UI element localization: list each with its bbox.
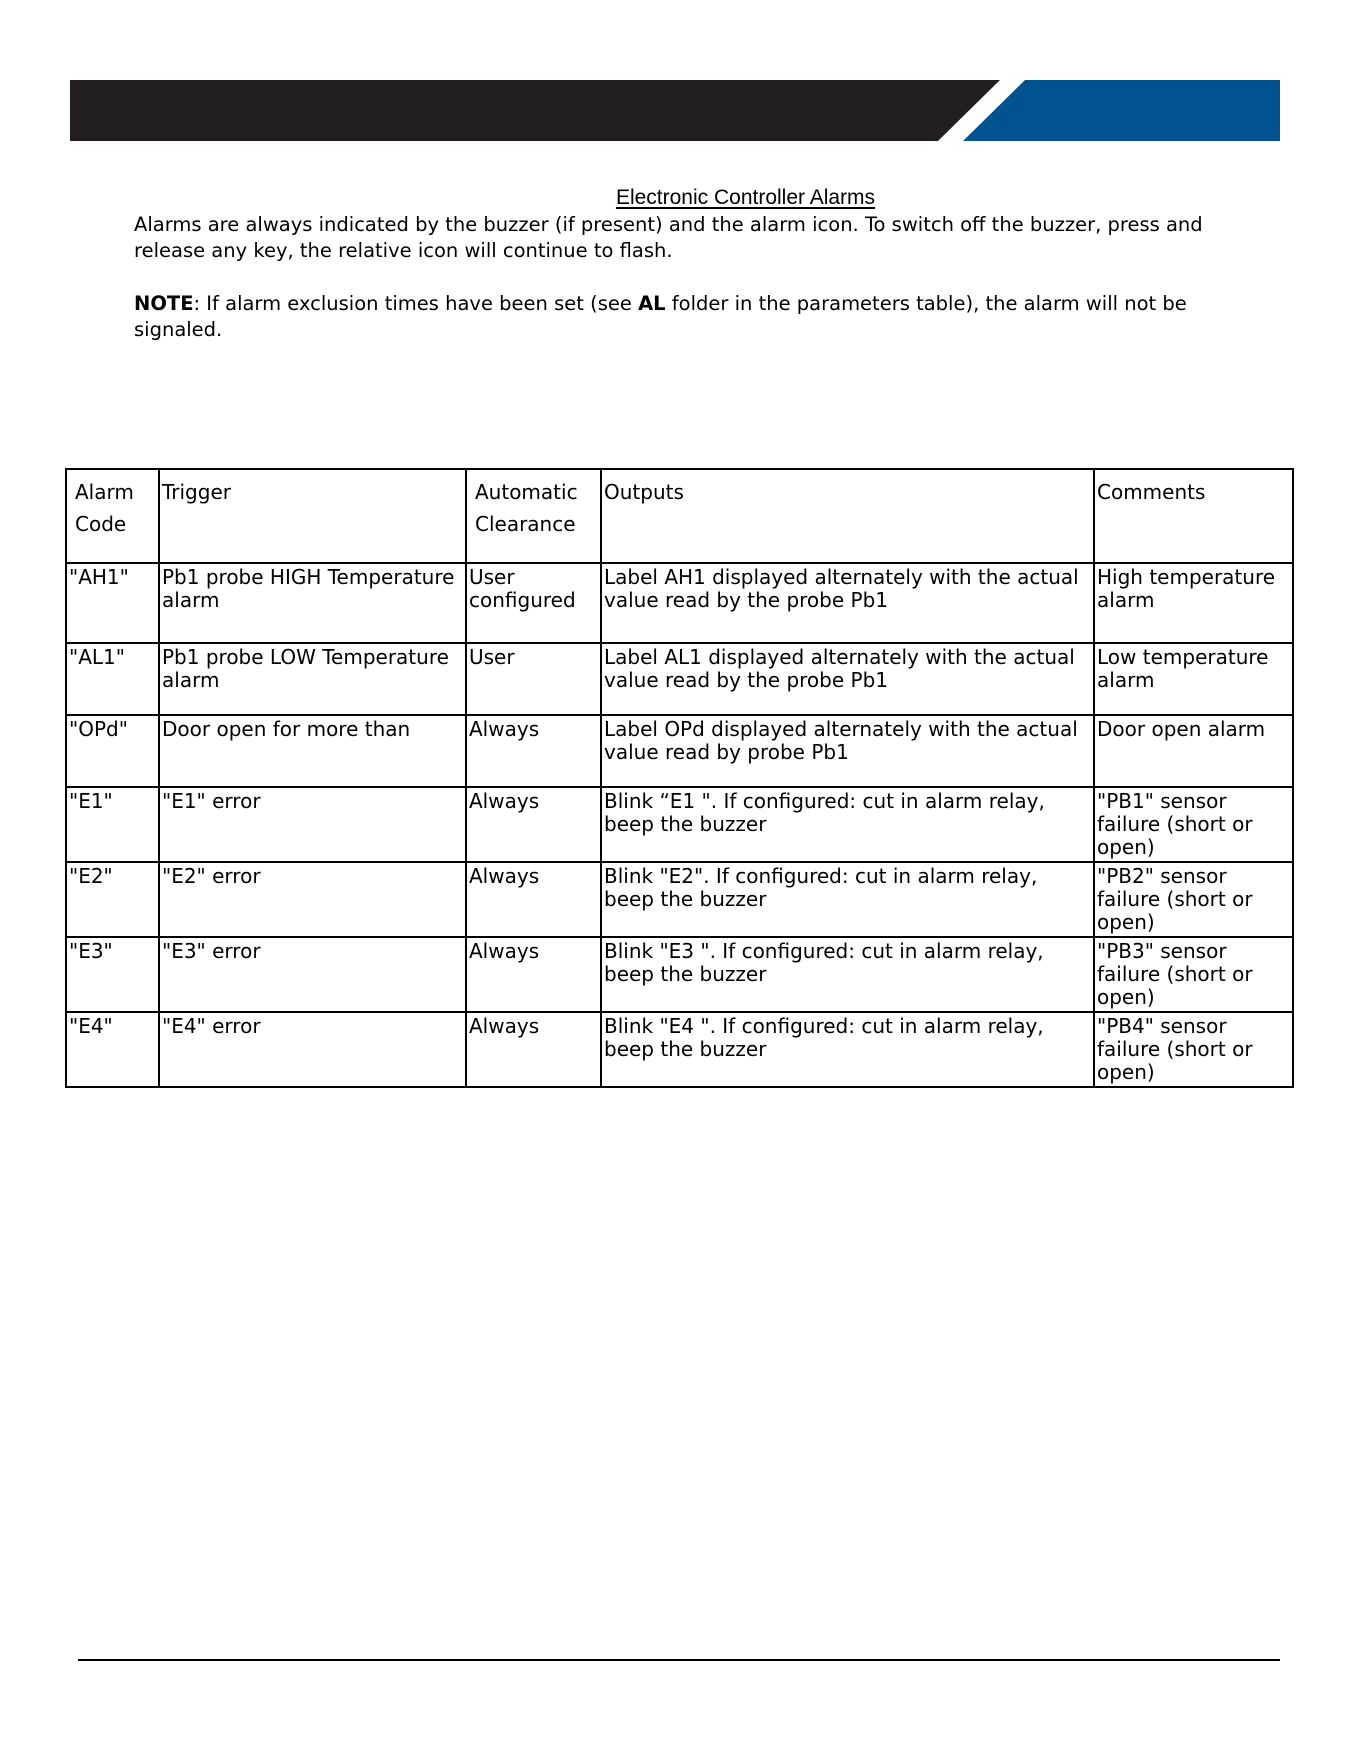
outputs-cell: Label AL1 displayed alternately with the actual value read by the probe Pb1 <box>601 643 1094 715</box>
clearance-cell: Always <box>466 715 601 787</box>
table-row <box>66 643 1293 715</box>
note-label: NOTE <box>134 292 194 315</box>
trigger-cell: Door open for more than <box>159 715 466 787</box>
intro-paragraph: Alarms are always indicated by the buzzer (if present) and the alarm icon. To switch off the buzzer, press and release any key, the relative icon will continue to flash. <box>134 213 1203 262</box>
trigger-cell: "E3" error <box>159 937 466 1012</box>
clearance-cell: Always <box>466 937 601 1012</box>
clearance-cell: Always <box>466 787 601 862</box>
trigger-cell: Pb1 probe HIGH Temperature alarm <box>159 563 466 643</box>
alarm-code-cell: "E1" <box>66 787 159 862</box>
comments-cell: Door open alarm <box>1094 715 1293 787</box>
clearance-cell: User configured <box>466 563 601 643</box>
trigger-cell: "E4" error <box>159 1012 466 1087</box>
outputs-cell: Blink “E1 ". If configured: cut in alarm relay, beep the buzzer <box>601 787 1094 862</box>
comments-cell: High temperature alarm <box>1094 563 1293 643</box>
header-outputs: Outputs <box>601 469 1094 563</box>
clearance-cell: User <box>466 643 601 715</box>
outputs-cell: Label OPd displayed alternately with the actual value read by probe Pb1 <box>601 715 1094 787</box>
comments-cell: "PB2" sensor failure (short or open) <box>1094 862 1293 937</box>
alarm-code-cell: "E4" <box>66 1012 159 1087</box>
alarm-code-cell: "AL1" <box>66 643 159 715</box>
table-row <box>66 862 1293 937</box>
alarm-code-cell: "E2" <box>66 862 159 937</box>
table-row <box>66 937 1293 1012</box>
table-row <box>66 563 1293 643</box>
alarm-code-cell: "E3" <box>66 937 159 1012</box>
table-row <box>66 787 1293 862</box>
page-title: Electronic Controller Alarms <box>615 186 876 209</box>
table-row <box>66 1012 1293 1087</box>
clearance-cell: Always <box>466 862 601 937</box>
header-automatic-clearance: Automatic Clearance <box>466 469 601 563</box>
header-comments: Comments <box>1094 469 1293 563</box>
table-header-row <box>66 469 1293 563</box>
header-alarm-code: Alarm Code <box>66 469 159 563</box>
outputs-cell: Blink "E4 ". If configured: cut in alarm relay, beep the buzzer <box>601 1012 1094 1087</box>
table-row <box>66 715 1293 787</box>
note-paragraph <box>134 291 1214 343</box>
note-text-before: : If alarm exclusion times have been set (see <box>193 292 639 315</box>
comments-cell: "PB1" sensor failure (short or open) <box>1094 787 1293 862</box>
outputs-cell: Blink "E3 ". If configured: cut in alarm relay, beep the buzzer <box>601 937 1094 1012</box>
trigger-cell: Pb1 probe LOW Temperature alarm <box>159 643 466 715</box>
comments-cell: "PB3" sensor failure (short or open) <box>1094 937 1293 1012</box>
alarm-code-cell: "OPd" <box>66 715 159 787</box>
comments-cell: "PB4" sensor failure (short or open) <box>1094 1012 1293 1087</box>
note-bold-word: AL <box>638 292 666 315</box>
header-banner <box>70 80 1280 141</box>
header-trigger: Trigger <box>159 469 466 563</box>
trigger-cell: "E2" error <box>159 862 466 937</box>
alarm-table <box>65 468 1294 1088</box>
trigger-cell: "E1" error <box>159 787 466 862</box>
note-text-after: folder in the parameters table), the alarm will not be signaled. <box>134 292 1187 341</box>
comments-cell: Low temperature alarm <box>1094 643 1293 715</box>
outputs-cell: Label AH1 displayed alternately with the actual value read by the probe Pb1 <box>601 563 1094 643</box>
outputs-cell: Blink "E2". If configured: cut in alarm relay, beep the buzzer <box>601 862 1094 937</box>
footer-rule <box>78 1659 1280 1661</box>
clearance-cell: Always <box>466 1012 601 1087</box>
alarm-code-cell: "AH1" <box>66 563 159 643</box>
